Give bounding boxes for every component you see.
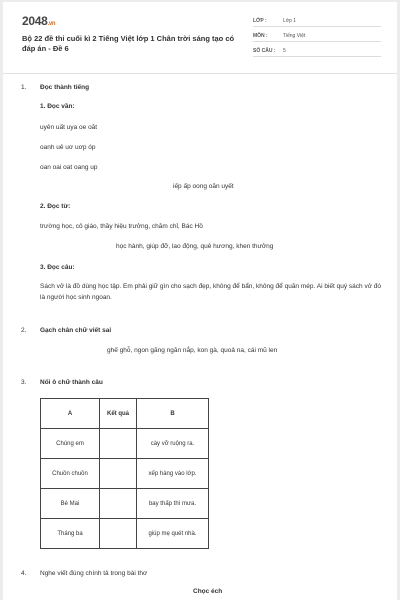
question-number: 3.	[21, 379, 27, 386]
table-row	[41, 489, 209, 519]
document-header	[3, 2, 397, 70]
question-number: 4.	[21, 570, 27, 577]
word-line: trường học, cô giáo, thầy hiệu trưởng, chăm chỉ, Bác Hồ	[40, 223, 203, 230]
cell-b: cày vỡ ruộng ra.	[137, 429, 209, 459]
matching-table	[40, 398, 209, 549]
meta-row-question-count	[253, 45, 381, 57]
site-logo[interactable]: 2048.vn	[22, 14, 56, 28]
poem-title: Chọc éch	[193, 588, 223, 595]
meta-value: 5	[283, 48, 286, 54]
meta-key: MÔN :	[253, 33, 268, 39]
question-title: Đọc thành tiếng	[40, 84, 90, 91]
column-header-b: B	[137, 399, 209, 429]
header-divider	[3, 73, 397, 74]
cell-a: Tháng ba	[41, 519, 100, 549]
meta-key: LỚP :	[253, 18, 267, 24]
section-title: 3. Đọc câu:	[40, 264, 75, 271]
word-line: học hành, giúp đỡ, lao động, quê hương, khen thưởng	[116, 243, 274, 250]
table-row	[41, 429, 209, 459]
question-number: 2.	[21, 327, 27, 334]
cell-a: Bé Mai	[41, 489, 100, 519]
meta-row-subject	[253, 30, 381, 42]
vowel-line: oanh uê uơ uơp óp	[40, 144, 96, 151]
cell-result[interactable]	[100, 429, 137, 459]
meta-value: Lớp 1	[283, 18, 297, 24]
cell-b: giúp mẹ quét nhà.	[137, 519, 209, 549]
vowel-line: oan oai oat oang up	[40, 164, 98, 171]
vowel-line: iếp ấp oong oăn uyết	[173, 183, 234, 190]
meta-row-class	[253, 15, 381, 27]
cell-result[interactable]	[100, 459, 137, 489]
table-row	[41, 519, 209, 549]
table-row	[41, 459, 209, 489]
question-number: 1.	[21, 84, 27, 91]
meta-key: SỐ CÂU :	[253, 48, 276, 54]
column-header-a: A	[41, 399, 100, 429]
cell-a: Chuồn chuồn	[41, 459, 100, 489]
cell-result[interactable]	[100, 519, 137, 549]
document-title: Bộ 22 đề thi cuối kì 2 Tiếng Việt lớp 1 Chân trời sáng tạo có đáp án - Đề 6	[22, 34, 235, 53]
vowel-line: uyên uất uya oe oăt	[40, 124, 98, 131]
question-title: Nối ô chữ thành câu	[40, 379, 103, 386]
table-header-row	[41, 399, 209, 429]
cell-a: Chúng em	[41, 429, 100, 459]
meta-value: Tiếng Việt	[283, 33, 306, 39]
question-title: Gạch chân chữ viết sai	[40, 327, 112, 334]
cell-b: bay thấp thì mưa.	[137, 489, 209, 519]
cell-b: xếp hàng vào lớp.	[137, 459, 209, 489]
cell-result[interactable]	[100, 489, 137, 519]
reading-paragraph: Sách vở là đồ dùng học tập. Em phải giữ gìn cho sạch đẹp, không để bẩn, không để quăn mép. Ai biết quý sách vở đó là người học sinh ngoan.	[40, 283, 381, 301]
column-header-result: Kết quả	[100, 399, 137, 429]
section-title: 1. Đọc vần:	[40, 103, 75, 110]
question-title: Nghe viết đúng chính tả trong bài thơ	[40, 570, 148, 577]
error-words-line: ghế ghỗ, ngon găng ngăn nắp, kon gà, quoả na, cái mũ len	[107, 347, 278, 354]
section-title: 2. Đọc từ:	[40, 203, 71, 210]
document-page	[3, 2, 397, 600]
